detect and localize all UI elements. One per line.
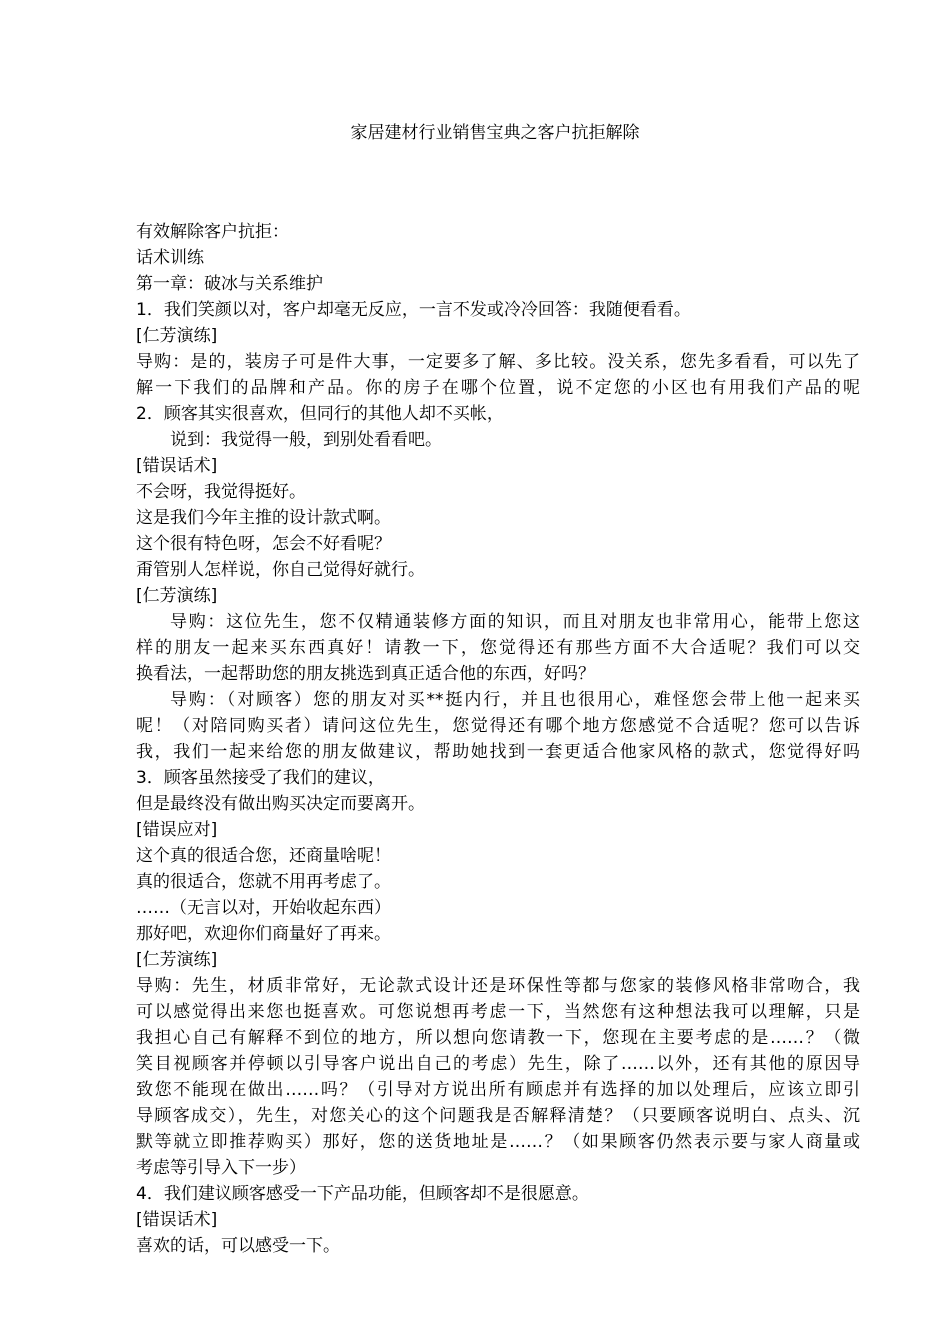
text-line: 不会呀，我觉得挺好。 <box>136 482 306 502</box>
document-body <box>136 219 860 1259</box>
text-line: 这个真的很适合您，还商量啥呢！ <box>136 846 391 866</box>
text-line: 导购：是的，装房子可是件大事，一定要多了解、多比较。没关系，您先多看看，可以先了 <box>136 352 860 372</box>
text-line: 解一下我们的品牌和产品。你的房子在哪个位置，说不定您的小区也有用我们产品的呢 <box>136 378 860 398</box>
text-line: 可以感觉得出来您也挺喜欢。可您说想再考虑一下，当然您有这种想法我可以理解，只是 <box>136 1002 860 1022</box>
text-line: 但是最终没有做出购买决定而要离开。 <box>136 794 425 814</box>
text-line: 1．我们笑颜以对，客户却毫无反应，一言不发或冷冷回答：我随便看看。 <box>136 300 691 320</box>
text-line: [仁芳演练] <box>136 950 218 970</box>
text-line: 考虑等引导入下一步） <box>136 1158 306 1178</box>
text-line: 我担心自己有解释不到位的地方，所以想向您请教一下，您现在主要考虑的是……？（微 <box>136 1028 860 1048</box>
text-line: 有效解除客户抗拒： <box>136 222 289 242</box>
text-line: ……（无言以对，开始收起东西） <box>136 898 391 918</box>
text-line: 导顾客成交），先生，对您关心的这个问题我是否解释清楚？（只要顾客说明白、点头、沉 <box>136 1106 860 1126</box>
text-line: 喜欢的话，可以感受一下。 <box>136 1236 340 1256</box>
text-line: [错误话术] <box>136 456 218 476</box>
text-line: 导购：先生，材质非常好，无论款式设计还是环保性等都与您家的装修风格非常吻合，我 <box>136 976 860 996</box>
text-line: 说到：我觉得一般，到别处看看吧。 <box>170 430 442 450</box>
text-line: 呢！（对陪同购买者）请问这位先生，您觉得还有哪个地方您感觉不合适呢？您可以告诉 <box>136 716 860 736</box>
text-line: [错误话术] <box>136 1210 218 1230</box>
text-line: 样的朋友一起来买东西真好！请教一下，您觉得还有那些方面不大合适呢？我们可以交 <box>136 638 860 658</box>
text-line: 甭管别人怎样说，你自己觉得好就行。 <box>136 560 425 580</box>
text-line: 真的很适合，您就不用再考虑了。 <box>136 872 391 892</box>
text-line: 默等就立即推荐购买）那好，您的送货地址是……？（如果顾客仍然表示要与家人商量或 <box>136 1132 860 1152</box>
text-line: 换看法，一起帮助您的朋友挑选到真正适合他的东西，好吗？ <box>136 664 595 684</box>
text-line: 致您不能现在做出……吗？（引导对方说出所有顾虑并有选择的加以处理后，应该立即引 <box>136 1080 860 1100</box>
text-line: 那好吧，欢迎你们商量好了再来。 <box>136 924 391 944</box>
text-line: [仁芳演练] <box>136 586 218 606</box>
text-line: 4．我们建议顾客感受一下产品功能，但顾客却不是很愿意。 <box>136 1184 589 1204</box>
text-line: 第一章：破冰与关系维护 <box>136 274 323 294</box>
text-line: 我，我们一起来给您的朋友做建议，帮助她找到一套更适合他家风格的款式，您觉得好吗 <box>136 742 860 762</box>
text-line: 导购：这位先生，您不仅精通装修方面的知识，而且对朋友也非常用心，能带上您这 <box>170 612 860 632</box>
text-line: 这个很有特色呀，怎会不好看呢？ <box>136 534 391 554</box>
text-line: 3．顾客虽然接受了我们的建议， <box>136 768 385 788</box>
document-title: 家居建材行业销售宝典之客户抗拒解除 <box>350 123 640 143</box>
text-line: 2．顾客其实很喜欢，但同行的其他人却不买帐， <box>136 404 504 424</box>
text-line: 这是我们今年主推的设计款式啊。 <box>136 508 391 528</box>
text-line: 话术训练 <box>136 248 204 268</box>
text-line: 笑目视顾客并停顿以引导客户说出自己的考虑）先生，除了……以外，还有其他的原因导 <box>136 1054 860 1074</box>
text-line: 导购：（对顾客）您的朋友对买**挺内行，并且也很用心，难怪您会带上他一起来买 <box>170 690 860 710</box>
text-line: [错误应对] <box>136 820 218 840</box>
text-line: [仁芳演练] <box>136 326 218 346</box>
